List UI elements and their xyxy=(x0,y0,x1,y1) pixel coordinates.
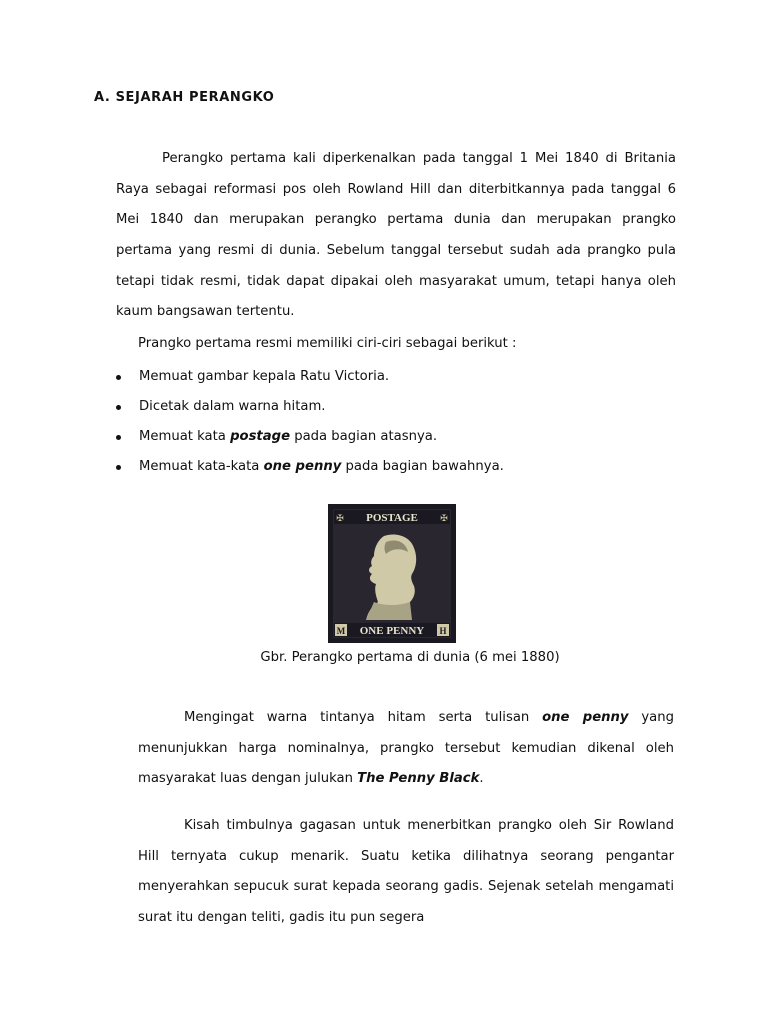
emphasis-one-penny: one penny xyxy=(263,459,342,474)
paragraph-history: Perangko pertama kali diperkenalkan pada tanggal 1 Mei 1840 di Britania Raya sebagai reformasi pos oleh Rowland Hill dan diterbitkannya pada tanggal 6 Mei 1840 dan merupakan perangko pertama dunia dan merupakan prangko pertama yang resmi di dunia. Sebelum tanggal tersebut sudah ada prangko pula tetapi tidak resmi, tidak dapat dipakai oleh masyarakat umum, tetapi hanya oleh kaum bangsawan tertentu. xyxy=(116,151,676,320)
bullet-icon xyxy=(116,435,121,440)
stamp-corner-right-letter: H xyxy=(439,626,447,636)
stamp-top-text: POSTAGE xyxy=(366,512,418,524)
list-item xyxy=(116,392,676,422)
paragraph-features-intro: Prangko pertama resmi memiliki ciri-ciri sebagai berikut : xyxy=(138,336,517,352)
bullet-icon xyxy=(116,465,121,470)
paragraph-text: Mengingat warna tintanya hitam serta tulisan xyxy=(184,710,543,726)
list-item-text-after: pada bagian bawahnya. xyxy=(341,459,504,474)
paragraph-text: yang menunjukkan harga nominalnya, prangko tersebut kemudian dikenal oleh masyarakat luas dengan julukan xyxy=(138,710,674,787)
list-item-text-before: Memuat kata-kata xyxy=(139,459,264,474)
stamp-corner-left-letter: M xyxy=(336,626,346,636)
bullet-icon xyxy=(116,375,121,380)
list-item-text-after: pada bagian atasnya. xyxy=(290,429,438,444)
star-icon: ✠ xyxy=(336,514,344,524)
emphasis-one-penny: one penny xyxy=(542,710,629,726)
star-icon: ✠ xyxy=(440,514,448,524)
list-item xyxy=(116,362,676,392)
image-caption: Gbr. Perangko pertama di dunia (6 mei 1880) xyxy=(260,650,560,665)
bullet-icon xyxy=(116,405,121,410)
penny-black-stamp-image xyxy=(326,502,458,645)
emphasis-penny-black: The Penny Black xyxy=(357,771,480,787)
paragraph-text: . xyxy=(479,771,484,787)
list-item xyxy=(116,422,676,452)
feature-list xyxy=(116,362,676,482)
stamp-bottom-text: ONE PENNY xyxy=(359,625,425,637)
list-item-text: Memuat gambar kepala Ratu Victoria. xyxy=(139,369,390,384)
section-heading: A. SEJARAH PERANGKO xyxy=(94,90,275,105)
list-item-text: Dicetak dalam warna hitam. xyxy=(139,399,326,414)
list-item-text-before: Memuat kata xyxy=(139,429,231,444)
paragraph-penny-black xyxy=(138,703,674,795)
paragraph-rowland-hill-story: Kisah timbulnya gagasan untuk menerbitkan prangko oleh Sir Rowland Hill ternyata cukup menarik. Suatu ketika dilihatnya seorang pengantar menyerahkan sepucuk surat kepada seorang gadis. Sejenak setelah mengamati surat itu dengan teliti, gadis itu pun segera xyxy=(138,818,674,925)
list-item xyxy=(116,452,676,482)
emphasis-postage: postage xyxy=(230,429,291,444)
